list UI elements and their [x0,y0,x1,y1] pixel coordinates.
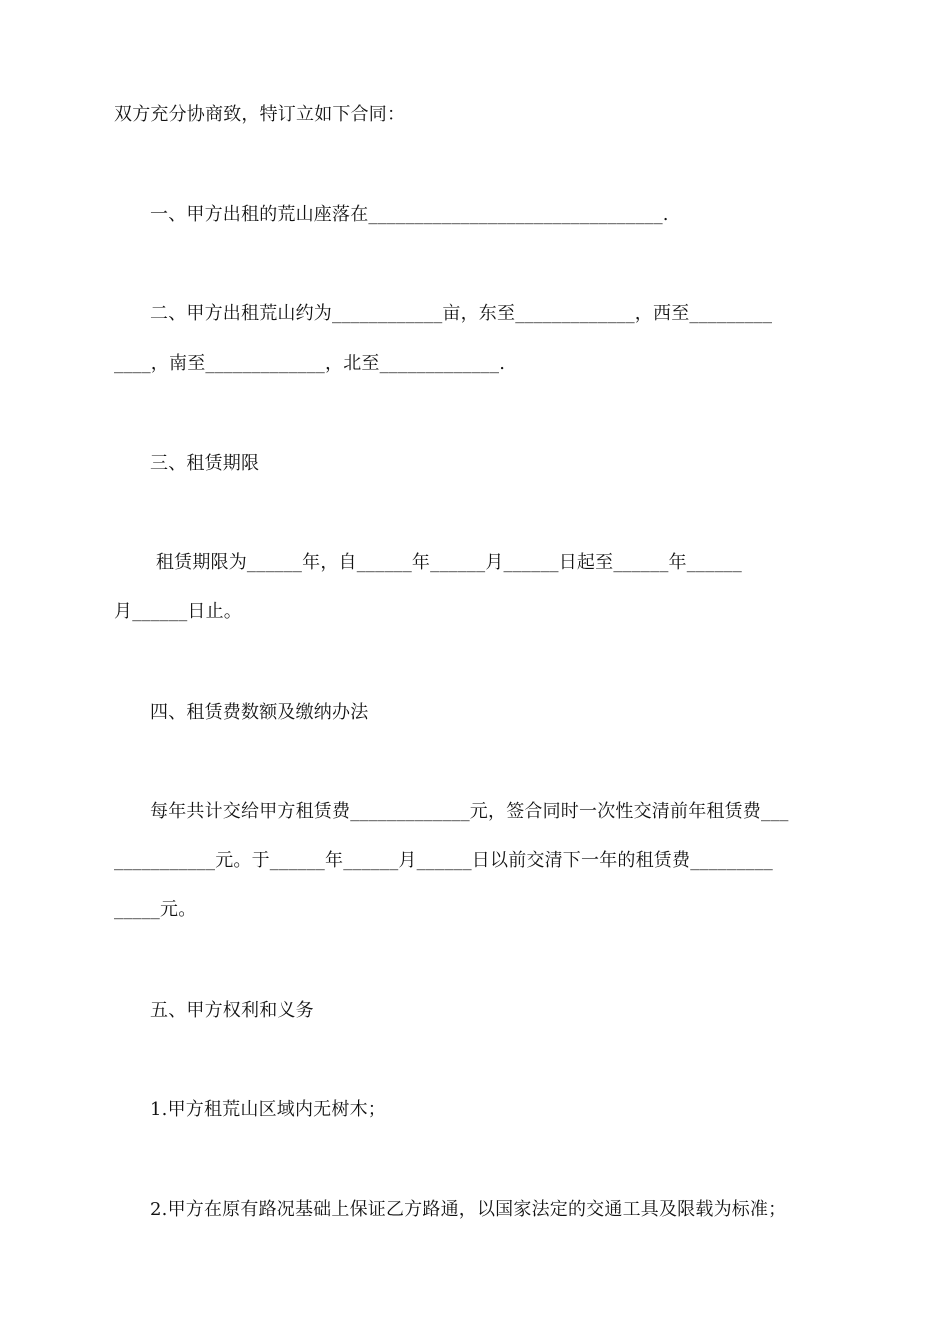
section-3-heading: 三、租赁期限 [150,453,260,474]
clause-2-area-boundaries-line-1: 二、甲方出租荒山约为____________亩，东至_____________，西至_________ [150,303,773,324]
lease-term-line-1: 租赁期限为______年，自______年______月______日起至______年______ [150,552,742,573]
fee-paragraph-line-1: 每年共计交给甲方租赁费_____________元，签合同时一次性交清前年租赁费___ [150,801,789,822]
clause-1-location: 一、甲方出租的荒山座落在________________________________. [150,204,669,225]
lease-term-line-2: 月______日止。 [114,601,242,622]
section-4-heading: 四、租赁费数额及缴纳办法 [150,702,369,723]
fee-paragraph-line-2: ___________元。于______年______月______日以前交清下一年的租赁费_________ [114,850,773,871]
intro-paragraph: 双方充分协商致，特订立如下合同： [114,104,406,125]
obligation-item-2: 2.甲方在原有路况基础上保证乙方路通，以国家法定的交通工具及限载为标准； [150,1199,787,1220]
obligation-item-1: 1.甲方租荒山区域内无树木； [150,1099,386,1120]
fee-paragraph-line-3: _____元。 [114,899,197,920]
section-5-heading: 五、甲方权利和义务 [150,1000,314,1021]
clause-2-area-boundaries-line-2: ____，南至_____________，北至_____________. [114,353,506,374]
